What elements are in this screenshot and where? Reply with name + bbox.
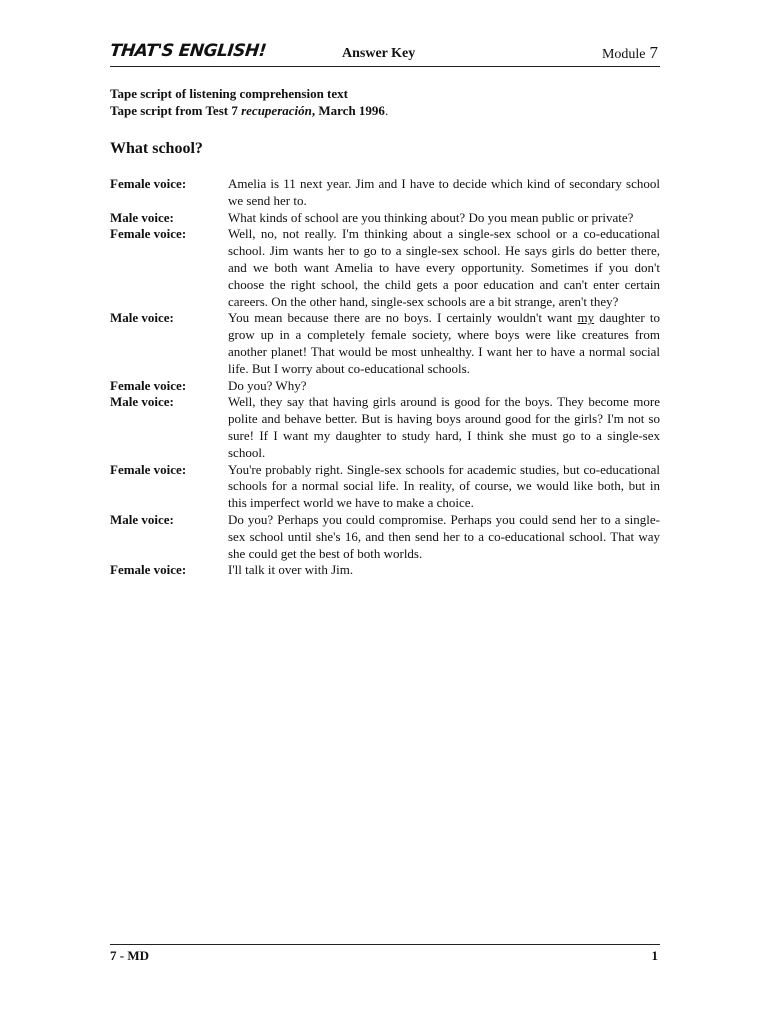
dialogue-text: You're probably right. Single-sex schools for academic studies, but co-educational schools for a normal social life. In reality, of course, we would like both, but in this imperfect world we have to make a choice. <box>228 461 660 511</box>
footer-code: 7 - MD <box>110 948 149 963</box>
dialogue-text: Do you? Why? <box>228 377 307 393</box>
page-footer <box>110 944 660 967</box>
thats-english-logo: THAT'S ENGLISH! <box>108 41 268 61</box>
speaker-label: Male voice: <box>110 310 174 326</box>
intro-line-2-end: . <box>384 103 389 118</box>
intro-line-2-suffix: , March 1996 <box>311 103 385 118</box>
dialogue-text: Well, no, not really. I'm thinking about a single-sex school or a co-educational school. Jim wants her to go to a single-sex school. He says girls do better there, and we both want Amelia to have every opportunity. Sometimes if you don't choose the right school, the child gets a poor education and can't enter certain careers. On the other hand, single-sex schools are a bit strange, aren't they? <box>228 226 660 309</box>
page-number: 1 <box>651 948 658 963</box>
dialogue-line <box>110 378 660 395</box>
dialogue-line <box>110 462 660 512</box>
speaker-label: Female voice: <box>110 562 187 578</box>
module-label-text: Module <box>601 47 646 62</box>
section-title: What school? <box>110 140 203 157</box>
dialogue-line <box>110 176 660 210</box>
dialogue-text: Well, they say that having girls around is good for the boys. They become more polite and behave better. But is having boys around good for the girls? I'm not so sure! If I want my daughter to study hard, I think she must go to a single-sex school. <box>228 394 660 460</box>
speaker-label: Male voice: <box>110 209 174 225</box>
dialogue-script <box>110 176 660 579</box>
dialogue-line <box>110 310 660 377</box>
dialogue-line <box>110 394 660 461</box>
speaker-label: Female voice: <box>110 461 187 477</box>
page-header <box>110 40 660 67</box>
intro-line-1: Tape script of listening comprehension text <box>110 86 348 101</box>
dialogue-text <box>226 310 660 377</box>
speaker-label: Female voice: <box>110 377 187 393</box>
speaker-label: Female voice: <box>110 176 187 191</box>
intro-line-2-prefix: Tape script from Test 7 <box>110 103 242 118</box>
intro-line-2 <box>110 102 388 119</box>
speaker-label: Female voice: <box>110 226 187 242</box>
dialogue-line <box>110 562 660 579</box>
document-title: Answer Key <box>342 46 416 61</box>
intro-block <box>110 85 388 119</box>
module-number: 7 <box>649 43 658 62</box>
dialogue-line <box>110 512 660 562</box>
intro-line-2-italic: recuperación <box>241 103 312 118</box>
underlined-word: my <box>577 310 595 326</box>
dialogue-text: I'll talk it over with Jim. <box>228 562 354 578</box>
speaker-label: Male voice: <box>110 511 174 527</box>
dialogue-line <box>110 226 660 310</box>
speaker-label: Male voice: <box>110 394 174 410</box>
module-label <box>602 43 658 63</box>
dialogue-line <box>110 210 660 227</box>
dialogue-text: Do you? Perhaps you could compromise. Perhaps you could send her to a single-sex school until she's 16, and then send her to a co-educational school. That way she could get the best of both worlds. <box>228 511 660 561</box>
dialogue-text: What kinds of school are you thinking about? Do you mean public or private? <box>228 209 634 225</box>
dialogue-text-after: daughter to grow up in a completely female society, where boys were like creatures from another planet! That would be most unhealthy. I want her to have a normal social life. But I worry about co-educational schools. <box>228 310 660 376</box>
dialogue-text: Amelia is 11 next year. Jim and I have to decide which kind of secondary school we send her to. <box>228 176 660 208</box>
dialogue-text-before: You mean because there are no boys. I certainly wouldn't want <box>228 310 578 326</box>
